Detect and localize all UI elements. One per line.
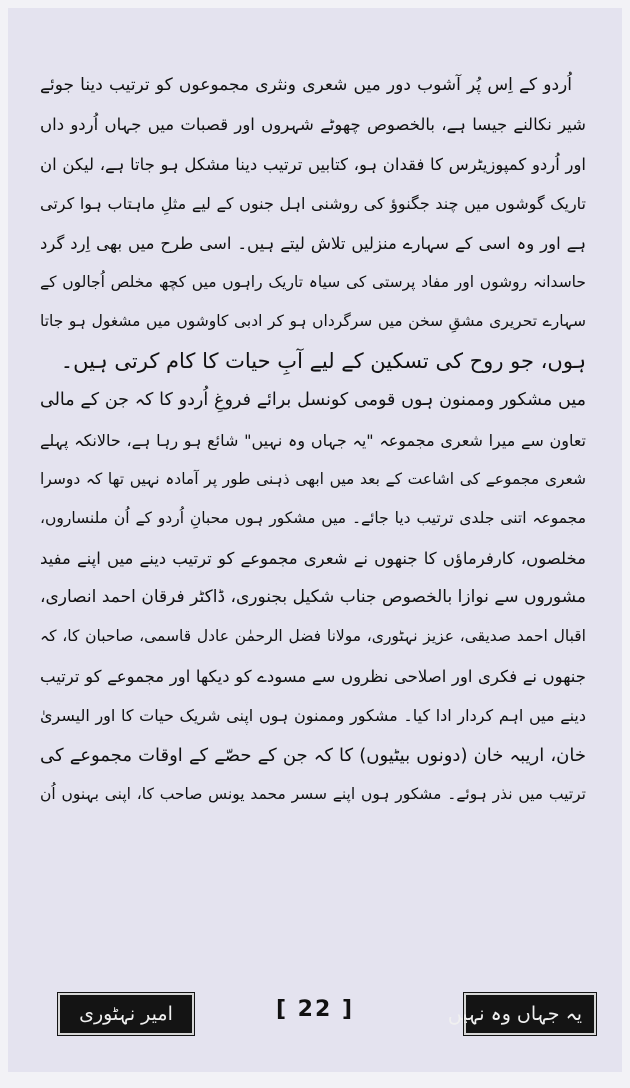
- text-line: تاریک گوشوں میں چند جگنوؤ کی روشنی اہل جنوں کے لیے مثلِ ماہتاب ہوا کرتی: [40, 194, 586, 214]
- text-line: تعاون سے میرا شعری مجموعہ "یہ جہاں وہ نہیں" شائع ہو رہا ہے، حالانکہ پہلے: [40, 430, 586, 450]
- text-line: اُردو کے اِس پُر آشوب دور میں شعری ونثری مجموعوں کو ترتیب دینا جوئے: [40, 75, 572, 95]
- text-line: میں مشکور وممنون ہوں قومی کونسل برائے فروغِ اُردو کا کہ جن کے مالی: [40, 390, 586, 411]
- text-line: اور اُردو کمپوزیٹرس کا فقدان ہو، کتابیں ترتیب دینا مشکل ہو جاتا ہے، لیکن ان: [40, 154, 586, 174]
- text-line: خان، اریبہ خان (دونوں بیٹیوں) کا کہ جن کے حصّے کے اوقات مجموعے کی: [40, 744, 586, 766]
- book-title-label: یہ جہاں وہ نہیں: [464, 993, 596, 1035]
- text-line: ترتیب میں نذر ہوئے۔ مشکور ہوں اپنے سسر محمد یونس صاحب کا، اپنی بہنوں اُن: [40, 785, 586, 804]
- text-line: ہے اور وہ اسی کے سہارے منزلیں تلاش لیتے ہیں۔ اسی طرح میں بھی اِرد گرد: [40, 233, 586, 253]
- text-line: ہوں، جو روح کی تسکین کے لیے آبِ حیات کا کام کرتی ہیں۔: [60, 348, 586, 373]
- text-line: مخلصوں، کارفرماؤں کا جنھوں نے شعری مجموعے کو ترتیب دینے میں اپنے مفید: [40, 548, 586, 568]
- text-line: حاسدانہ روشوں اور مفاد پرستی کی سیاہ تاریک راہوں میں کچھ مخلص اُجالوں کے: [40, 272, 586, 291]
- page-body-text: [40, 66, 586, 814]
- text-line: جنھوں نے فکری اور اصلاحی نظروں سے مسودے کو دیکھا اور مجموعے کو ترتیب: [40, 666, 586, 686]
- text-line: شیر نکالنے جیسا ہے، بالخصوص چھوٹے شہروں اور قصبات میں جہاں اُردو داں: [40, 115, 586, 135]
- text-line: مجموعہ اتنی جلدی ترتیب دیا جائے۔ میں مشکور ہوں محبانِ اُردو کے اُن ملنساروں،: [40, 509, 586, 528]
- text-line: مشوروں سے نوازا بالخصوص جناب شکیل بجنوری، ڈاکٹر فرقان احمد انصاری،: [40, 587, 586, 608]
- text-line: شعری مجموعے کی اشاعت کے بعد میں ابھی ذہنی طور پر آمادہ نہیں تھا کہ دوسرا: [40, 469, 586, 488]
- book-page: [8, 8, 622, 1072]
- text-line: سہارے تحریری مشقِ سخن میں سرگرداں ہو کر ادبی کاوشوں میں مشغول ہو جاتا: [40, 312, 586, 331]
- page-footer: [8, 993, 622, 1037]
- text-line: اقبال احمد صدیقی، عزیز نہٹوری، مولانا فضل الرحمٰن عادل قاسمی، صاحبان کا، کہ: [40, 627, 586, 646]
- text-line: دینے میں اہم کردار ادا کیا۔ مشکور وممنون ہوں اپنی شریک حیات کا اور الیسریٰ: [40, 706, 586, 726]
- author-name-label: امیر نہٹوری: [58, 993, 194, 1035]
- page-number: [ 22 ]: [275, 997, 355, 1022]
